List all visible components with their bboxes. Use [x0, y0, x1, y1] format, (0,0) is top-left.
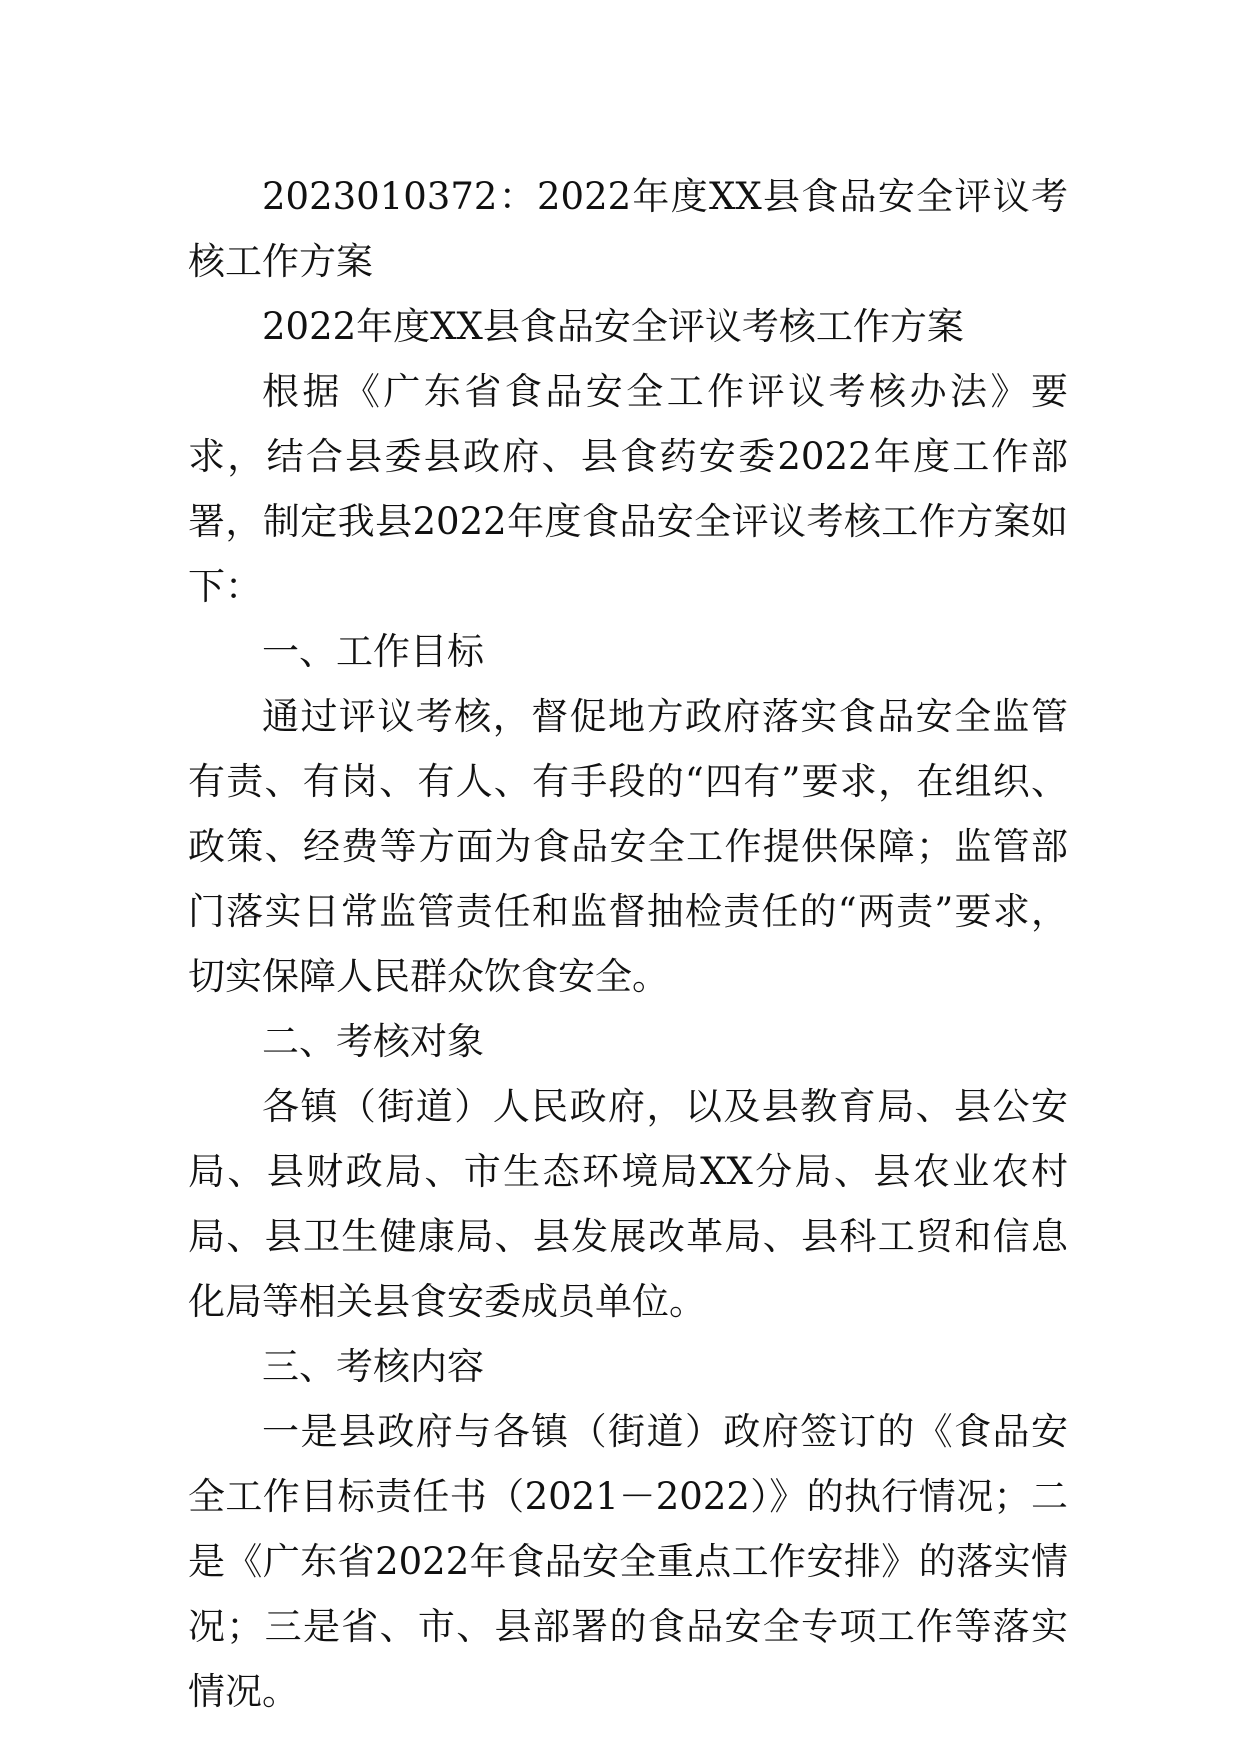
document-subtitle: 2022年度XX县食品安全评议考核工作方案	[262, 305, 964, 348]
section-heading-1: 一、工作目标	[262, 630, 484, 673]
section-heading-3: 三、考核内容	[262, 1345, 484, 1388]
section-paragraph-1: 通过评议考核，督促地方政府落实食品安全监管有责、有岗、有人、有手段的“四有”要求，在组织、政策、经费等方面为食品安全工作提供保障；监管部门落实日常监管责任和监督抽检责任的“两责”要求，切实保障人民群众饮食安全。	[188, 695, 1068, 998]
section-paragraph-3: 一是县政府与各镇（街道）政府签订的《食品安全工作目标责任书（2021－2022）》的执行情况；二是《广东省2022年食品安全重点工作安排》的落实情况；三是省、市、县部署的食品安全专项工作等落实情况。	[188, 1410, 1068, 1713]
intro-paragraph: 根据《广东省食品安全工作评议考核办法》要求，结合县委县政府、县食药安委2022年度工作部署，制定我县2022年度食品安全评议考核工作方案如下：	[188, 370, 1068, 608]
document-title-line: 2023010372：2022年度XX县食品安全评议考核工作方案	[188, 175, 1068, 283]
section-paragraph-2: 各镇（街道）人民政府，以及县教育局、县公安局、县财政局、市生态环境局XX分局、县农业农村局、县卫生健康局、县发展改革局、县科工贸和信息化局等相关县食安委成员单位。	[188, 1085, 1068, 1323]
document-body	[188, 164, 1068, 1724]
section-heading-2: 二、考核对象	[262, 1020, 484, 1063]
